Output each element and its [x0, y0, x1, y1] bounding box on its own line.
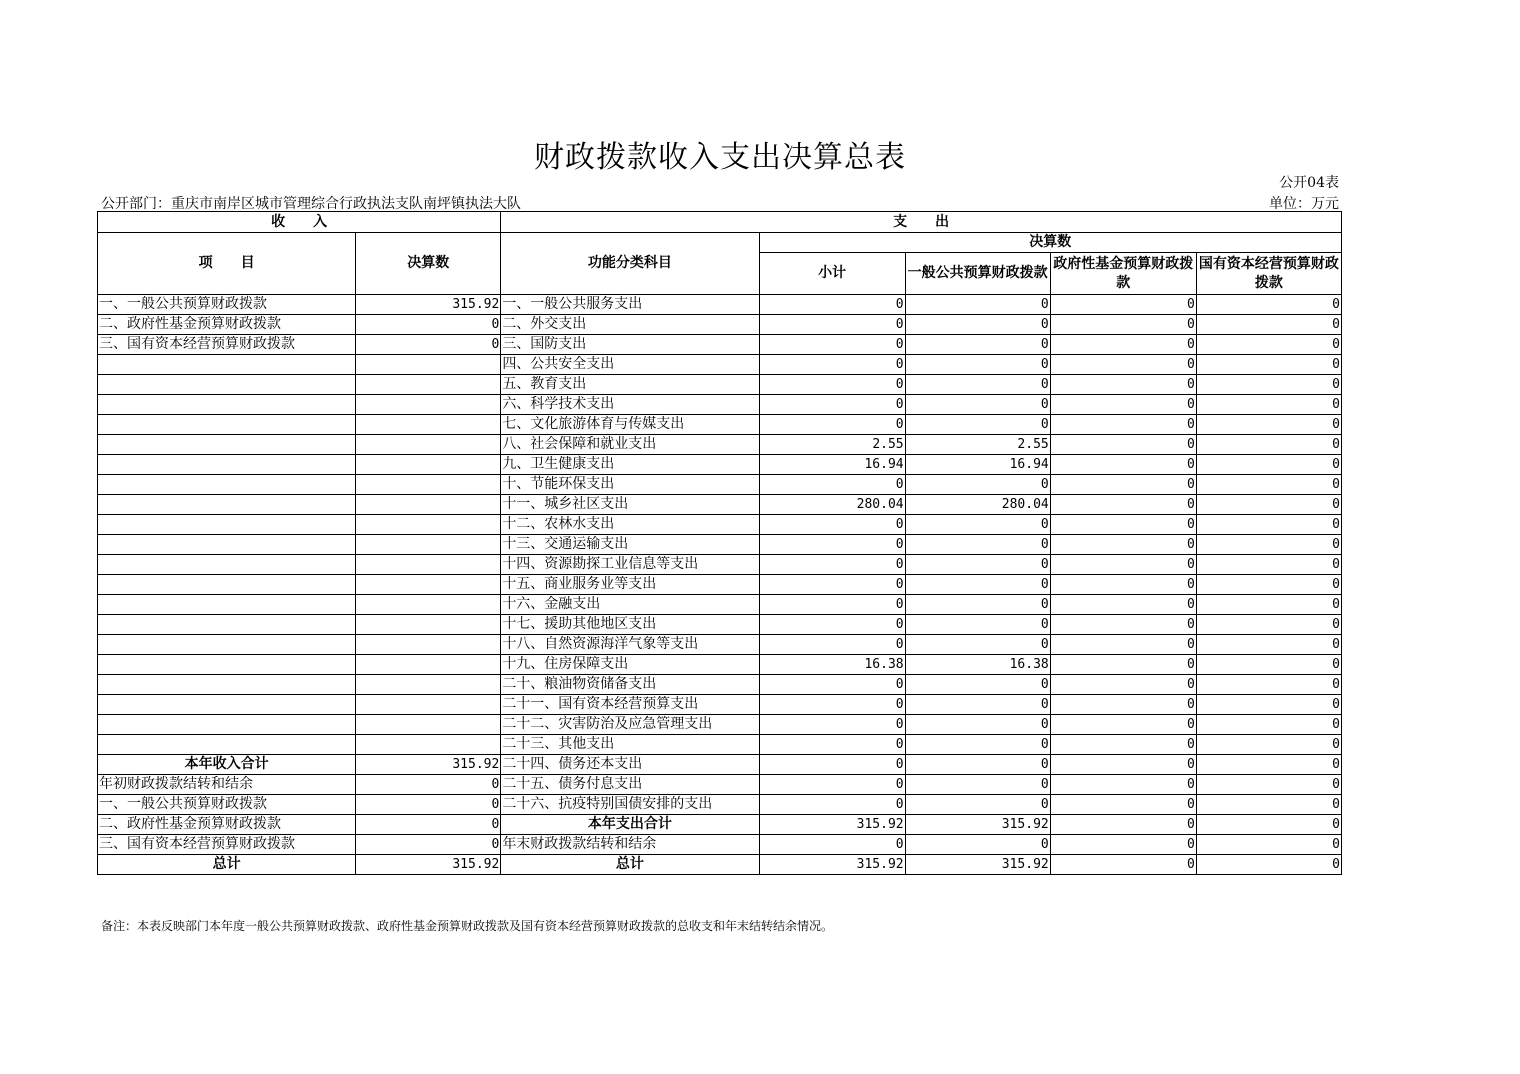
- fund-budget-cell: 0: [1050, 695, 1196, 715]
- table-row: [98, 775, 1342, 795]
- fund-budget-cell: 0: [1050, 775, 1196, 795]
- general-budget-cell: 0: [905, 675, 1050, 695]
- state-capital-cell: 0: [1196, 335, 1341, 355]
- income-amount-cell: 315.92: [356, 855, 501, 875]
- general-budget-cell: 315.92: [905, 855, 1050, 875]
- expense-item-cell: 十九、住房保障支出: [501, 655, 759, 675]
- state-capital-cell: 0: [1196, 435, 1341, 455]
- state-capital-cell: 0: [1196, 575, 1341, 595]
- state-capital-cell: 0: [1196, 375, 1341, 395]
- subtotal-cell: 315.92: [759, 815, 905, 835]
- state-capital-cell: 0: [1196, 555, 1341, 575]
- table-row: [98, 615, 1342, 635]
- general-budget-cell: 0: [905, 515, 1050, 535]
- table-row: [98, 835, 1342, 855]
- income-amount-header: 决算数: [356, 233, 501, 295]
- income-item-cell: [98, 415, 356, 435]
- subtotal-cell: 0: [759, 795, 905, 815]
- table-row: [98, 695, 1342, 715]
- expense-item-cell: 总计: [501, 855, 759, 875]
- subtotal-cell: 0: [759, 575, 905, 595]
- page-title: 财政拨款收入支出决算总表: [534, 140, 906, 175]
- subtotal-cell: 0: [759, 715, 905, 735]
- form-number: 公开04表: [1279, 175, 1339, 191]
- department-label: 公开部门：重庆市南岸区城市管理综合行政执法支队南坪镇执法大队: [101, 196, 521, 212]
- table-row: [98, 415, 1342, 435]
- subtotal-cell: 0: [759, 395, 905, 415]
- fund-budget-cell: 0: [1050, 375, 1196, 395]
- expense-item-cell: 十五、商业服务业等支出: [501, 575, 759, 595]
- subtotal-cell: 0: [759, 555, 905, 575]
- fund-budget-cell: 0: [1050, 575, 1196, 595]
- expense-item-cell: 十三、交通运输支出: [501, 535, 759, 555]
- subtotal-cell: 0: [759, 515, 905, 535]
- fund-budget-cell: 0: [1050, 535, 1196, 555]
- income-item-cell: [98, 535, 356, 555]
- income-item-cell: [98, 635, 356, 655]
- income-amount-cell: 315.92: [356, 295, 501, 315]
- income-item-cell: 一、一般公共预算财政拨款: [98, 295, 356, 315]
- table-row: [98, 855, 1342, 875]
- income-amount-cell: [356, 675, 501, 695]
- fund-budget-cell: 0: [1050, 815, 1196, 835]
- table-row: [98, 495, 1342, 515]
- expense-item-cell: 十、节能环保支出: [501, 475, 759, 495]
- income-amount-cell: 0: [356, 815, 501, 835]
- fund-budget-cell: 0: [1050, 435, 1196, 455]
- expense-item-cell: 五、教育支出: [501, 375, 759, 395]
- subtotal-cell: 0: [759, 735, 905, 755]
- income-item-cell: [98, 455, 356, 475]
- income-amount-cell: [356, 375, 501, 395]
- fund-budget-cell: 0: [1050, 475, 1196, 495]
- income-amount-cell: [356, 475, 501, 495]
- expense-item-cell: 九、卫生健康支出: [501, 455, 759, 475]
- subtotal-cell: 280.04: [759, 495, 905, 515]
- table-row: [98, 575, 1342, 595]
- income-amount-cell: [356, 555, 501, 575]
- general-budget-cell: 0: [905, 835, 1050, 855]
- income-item-cell: [98, 355, 356, 375]
- expense-item-cell: 一、一般公共服务支出: [501, 295, 759, 315]
- table-row: [98, 475, 1342, 495]
- subtotal-cell: 0: [759, 475, 905, 495]
- general-budget-cell: 0: [905, 615, 1050, 635]
- fund-budget-cell: 0: [1050, 855, 1196, 875]
- general-budget-cell: 0: [905, 395, 1050, 415]
- general-budget-cell: 16.38: [905, 655, 1050, 675]
- general-budget-cell: 0: [905, 375, 1050, 395]
- expense-amount-header: 决算数: [759, 233, 1341, 253]
- state-capital-cell: 0: [1196, 635, 1341, 655]
- fund-budget-cell: 0: [1050, 335, 1196, 355]
- income-amount-cell: 315.92: [356, 755, 501, 775]
- table-row: [98, 815, 1342, 835]
- general-budget-cell: 0: [905, 595, 1050, 615]
- expense-item-cell: 七、文化旅游体育与传媒支出: [501, 415, 759, 435]
- general-budget-cell: 0: [905, 335, 1050, 355]
- income-item-cell: [98, 495, 356, 515]
- state-capital-cell: 0: [1196, 315, 1341, 335]
- fund-budget-cell: 0: [1050, 515, 1196, 535]
- general-budget-header: 一般公共预算财政拨款: [905, 253, 1050, 295]
- income-item-cell: [98, 515, 356, 535]
- table-row: [98, 455, 1342, 475]
- income-item-cell: [98, 575, 356, 595]
- state-capital-cell: 0: [1196, 835, 1341, 855]
- subtotal-cell: 0: [759, 375, 905, 395]
- state-capital-cell: 0: [1196, 815, 1341, 835]
- table-row: [98, 515, 1342, 535]
- state-capital-header: 国有资本经营预算财政拨款: [1196, 253, 1341, 295]
- expense-item-cell: 四、公共安全支出: [501, 355, 759, 375]
- state-capital-cell: 0: [1196, 715, 1341, 735]
- expense-item-cell: 二十五、债务付息支出: [501, 775, 759, 795]
- fund-budget-cell: 0: [1050, 455, 1196, 475]
- income-amount-cell: [356, 695, 501, 715]
- income-item-cell: 本年收入合计: [98, 755, 356, 775]
- table-row: [98, 435, 1342, 455]
- fund-budget-cell: 0: [1050, 755, 1196, 775]
- general-budget-cell: 0: [905, 535, 1050, 555]
- income-amount-cell: [356, 655, 501, 675]
- state-capital-cell: 0: [1196, 755, 1341, 775]
- fund-budget-cell: 0: [1050, 355, 1196, 375]
- state-capital-cell: 0: [1196, 415, 1341, 435]
- general-budget-cell: 0: [905, 715, 1050, 735]
- expense-item-cell: 二十二、灾害防治及应急管理支出: [501, 715, 759, 735]
- income-item-cell: [98, 555, 356, 575]
- income-amount-cell: [356, 735, 501, 755]
- fund-budget-cell: 0: [1050, 315, 1196, 335]
- income-amount-cell: [356, 575, 501, 595]
- subtotal-cell: 0: [759, 415, 905, 435]
- income-item-cell: [98, 715, 356, 735]
- state-capital-cell: 0: [1196, 475, 1341, 495]
- subtotal-cell: 0: [759, 595, 905, 615]
- subtotal-cell: 16.94: [759, 455, 905, 475]
- income-item-cell: 年初财政拨款结转和结余: [98, 775, 356, 795]
- general-budget-cell: 0: [905, 795, 1050, 815]
- income-item-cell: 一、一般公共预算财政拨款: [98, 795, 356, 815]
- state-capital-cell: 0: [1196, 735, 1341, 755]
- general-budget-cell: 16.94: [905, 455, 1050, 475]
- subtotal-cell: 0: [759, 755, 905, 775]
- income-amount-cell: [356, 615, 501, 635]
- general-budget-cell: 0: [905, 475, 1050, 495]
- state-capital-cell: 0: [1196, 515, 1341, 535]
- income-amount-cell: [356, 595, 501, 615]
- state-capital-cell: 0: [1196, 675, 1341, 695]
- general-budget-cell: 0: [905, 315, 1050, 335]
- income-amount-cell: [356, 455, 501, 475]
- general-budget-cell: 0: [905, 295, 1050, 315]
- table-row: [98, 595, 1342, 615]
- expense-item-cell: 二十六、抗疫特别国债安排的支出: [501, 795, 759, 815]
- subtotal-cell: 315.92: [759, 855, 905, 875]
- income-amount-cell: [356, 715, 501, 735]
- fund-budget-cell: 0: [1050, 635, 1196, 655]
- income-item-cell: 三、国有资本经营预算财政拨款: [98, 335, 356, 355]
- expense-item-cell: 八、社会保障和就业支出: [501, 435, 759, 455]
- table-row: [98, 335, 1342, 355]
- state-capital-cell: 0: [1196, 595, 1341, 615]
- general-budget-cell: 0: [905, 735, 1050, 755]
- subtotal-cell: 0: [759, 535, 905, 555]
- func-class-header: 功能分类科目: [501, 233, 759, 295]
- general-budget-cell: 0: [905, 415, 1050, 435]
- table-row: [98, 555, 1342, 575]
- income-item-cell: [98, 375, 356, 395]
- income-item-cell: [98, 695, 356, 715]
- table-row: [98, 315, 1342, 335]
- expense-item-cell: 十一、城乡社区支出: [501, 495, 759, 515]
- subtotal-cell: 0: [759, 675, 905, 695]
- table-row: [98, 795, 1342, 815]
- general-budget-cell: 0: [905, 775, 1050, 795]
- income-item-cell: 二、政府性基金预算财政拨款: [98, 815, 356, 835]
- table-row: [98, 715, 1342, 735]
- state-capital-cell: 0: [1196, 695, 1341, 715]
- table-row: [98, 675, 1342, 695]
- income-amount-cell: [356, 635, 501, 655]
- item-header: 项 目: [98, 233, 356, 295]
- income-amount-cell: [356, 515, 501, 535]
- table-row: [98, 535, 1342, 555]
- expense-item-cell: 三、国防支出: [501, 335, 759, 355]
- subtotal-cell: 2.55: [759, 435, 905, 455]
- fund-budget-cell: 0: [1050, 555, 1196, 575]
- general-budget-cell: 0: [905, 695, 1050, 715]
- expense-item-cell: 六、科学技术支出: [501, 395, 759, 415]
- fund-budget-cell: 0: [1050, 395, 1196, 415]
- income-amount-cell: [356, 535, 501, 555]
- expense-item-cell: 十四、资源勘探工业信息等支出: [501, 555, 759, 575]
- table-row: [98, 375, 1342, 395]
- expense-item-cell: 十二、农林水支出: [501, 515, 759, 535]
- expense-item-cell: 十六、金融支出: [501, 595, 759, 615]
- income-item-cell: [98, 735, 356, 755]
- subtotal-cell: 0: [759, 635, 905, 655]
- table-row: [98, 755, 1342, 775]
- expense-item-cell: 本年支出合计: [501, 815, 759, 835]
- state-capital-cell: 0: [1196, 455, 1341, 475]
- subtotal-cell: 0: [759, 615, 905, 635]
- income-amount-cell: 0: [356, 315, 501, 335]
- expense-header: 支 出: [501, 212, 1342, 233]
- income-item-cell: [98, 475, 356, 495]
- subtotal-cell: 0: [759, 335, 905, 355]
- income-item-cell: [98, 395, 356, 415]
- fund-budget-cell: 0: [1050, 715, 1196, 735]
- income-item-cell: [98, 675, 356, 695]
- general-budget-cell: 315.92: [905, 815, 1050, 835]
- state-capital-cell: 0: [1196, 495, 1341, 515]
- table-row: [98, 395, 1342, 415]
- state-capital-cell: 0: [1196, 795, 1341, 815]
- subtotal-cell: 0: [759, 775, 905, 795]
- fund-budget-cell: 0: [1050, 415, 1196, 435]
- fund-budget-cell: 0: [1050, 655, 1196, 675]
- income-header: 收 入: [98, 212, 501, 233]
- income-item-cell: [98, 435, 356, 455]
- general-budget-cell: 0: [905, 355, 1050, 375]
- income-item-cell: [98, 655, 356, 675]
- fund-budget-cell: 0: [1050, 795, 1196, 815]
- state-capital-cell: 0: [1196, 395, 1341, 415]
- fund-budget-header: 政府性基金预算财政拨款: [1050, 253, 1196, 295]
- expense-item-cell: 二十三、其他支出: [501, 735, 759, 755]
- state-capital-cell: 0: [1196, 775, 1341, 795]
- footnote: 备注：本表反映部门本年度一般公共预算财政拨款、政府性基金预算财政拨款及国有资本经营预算财政拨款的总收支和年末结转结余情况。: [101, 919, 834, 933]
- table-row: [98, 635, 1342, 655]
- table-row: [98, 655, 1342, 675]
- fund-budget-cell: 0: [1050, 675, 1196, 695]
- expense-item-cell: 二十、粮油物资储备支出: [501, 675, 759, 695]
- income-amount-cell: [356, 435, 501, 455]
- income-item-cell: [98, 615, 356, 635]
- general-budget-cell: 0: [905, 555, 1050, 575]
- subtotal-cell: 16.38: [759, 655, 905, 675]
- income-item-cell: 总计: [98, 855, 356, 875]
- income-amount-cell: 0: [356, 835, 501, 855]
- general-budget-cell: 0: [905, 755, 1050, 775]
- income-item-cell: 三、国有资本经营预算财政拨款: [98, 835, 356, 855]
- expense-item-cell: 年末财政拨款结转和结余: [501, 835, 759, 855]
- state-capital-cell: 0: [1196, 615, 1341, 635]
- subtotal-cell: 0: [759, 315, 905, 335]
- subtotal-cell: 0: [759, 695, 905, 715]
- fund-budget-cell: 0: [1050, 835, 1196, 855]
- state-capital-cell: 0: [1196, 655, 1341, 675]
- table-row: [98, 355, 1342, 375]
- fund-budget-cell: 0: [1050, 495, 1196, 515]
- subtotal-header: 小计: [759, 253, 905, 295]
- fund-budget-cell: 0: [1050, 595, 1196, 615]
- fund-budget-cell: 0: [1050, 295, 1196, 315]
- subtotal-cell: 0: [759, 295, 905, 315]
- fund-budget-cell: 0: [1050, 735, 1196, 755]
- income-amount-cell: 0: [356, 335, 501, 355]
- expense-item-cell: 二十一、国有资本经营预算支出: [501, 695, 759, 715]
- subtotal-cell: 0: [759, 835, 905, 855]
- expense-item-cell: 十七、援助其他地区支出: [501, 615, 759, 635]
- income-amount-cell: 0: [356, 795, 501, 815]
- expense-item-cell: 十八、自然资源海洋气象等支出: [501, 635, 759, 655]
- state-capital-cell: 0: [1196, 535, 1341, 555]
- general-budget-cell: 2.55: [905, 435, 1050, 455]
- table-row: [98, 735, 1342, 755]
- expense-item-cell: 二、外交支出: [501, 315, 759, 335]
- income-amount-cell: 0: [356, 775, 501, 795]
- unit-label: 单位：万元: [1269, 196, 1339, 212]
- budget-table: [97, 211, 1342, 875]
- state-capital-cell: 0: [1196, 855, 1341, 875]
- general-budget-cell: 0: [905, 635, 1050, 655]
- state-capital-cell: 0: [1196, 295, 1341, 315]
- subtotal-cell: 0: [759, 355, 905, 375]
- table-row: [98, 295, 1342, 315]
- income-item-cell: [98, 595, 356, 615]
- income-amount-cell: [356, 395, 501, 415]
- income-amount-cell: [356, 355, 501, 375]
- general-budget-cell: 280.04: [905, 495, 1050, 515]
- income-amount-cell: [356, 495, 501, 515]
- income-amount-cell: [356, 415, 501, 435]
- expense-item-cell: 二十四、债务还本支出: [501, 755, 759, 775]
- state-capital-cell: 0: [1196, 355, 1341, 375]
- general-budget-cell: 0: [905, 575, 1050, 595]
- income-item-cell: 二、政府性基金预算财政拨款: [98, 315, 356, 335]
- fund-budget-cell: 0: [1050, 615, 1196, 635]
